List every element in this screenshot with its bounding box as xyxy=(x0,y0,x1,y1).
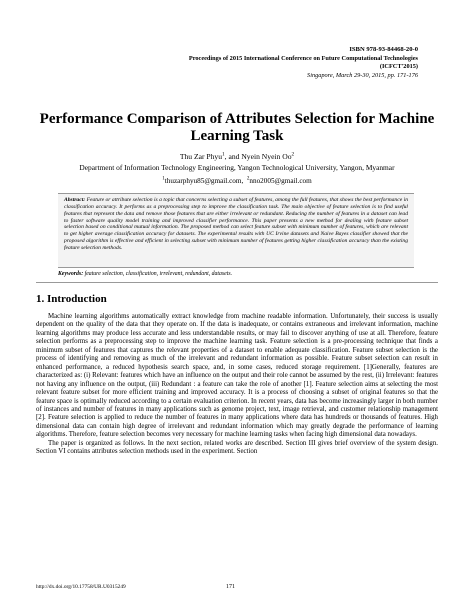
keywords xyxy=(58,271,414,277)
email-line: $^1$thuzarphyu85@gmail.com, $^2$nno2005@gmail.com xyxy=(162,176,312,185)
email-2-mark: 2 xyxy=(246,176,250,182)
email-2: nno2005@gmail.com xyxy=(249,177,312,185)
abstract xyxy=(64,197,408,252)
doi-link[interactable]: http://dx.doi.org/10.17758/UR.U0315249 xyxy=(36,584,126,590)
paragraph: Machine learning algorithms automatically extract knowledge from machine readable information. Unfortunately, their success is usually dependent on the quality of the data that they operate on. If the data is inadequate, or contains extraneous and irrelevant information, machine learning algorithms may produce less accurate and less understandable results, or may fail to discover anything of use at all. Therefore, feature selection performs as a preprocessing step to improve the machine learning task. Feature selection is a pre-processing technique that finds a minimum subset of features that captures the relevant properties of a dataset to enable adequate classification. Feature subset selection is the process of identifying and removing as much of the irrelevant and redundant information as possible. Feature subset selection can result in enhanced performance, a reduced hypothesis search space, and, in some cases, reduced storage requirement. [1]Generally, features are characterized as: (i) Relevant: features which have an influence on the output and their role cannot be assumed by the rest, (ii) Irrelevant: features not having any influence on the output, (iii) Redundant : a feature can take the role of another [1]. Feature selection aims at selecting the most relevant feature subset for more efficient training and improved accuracy. It is a process of choosing a subset of original features so that the feature space is optimally reduced according to a certain evaluation criterion. In recent years, data has become increasingly larger in both number of instances and number of features in many applications such as genome project, text, image retrieval, and customer relationship management [2]. Feature selection is applied to reduce the number of features in many applications where data has hundreds or thousands of features. High dimensional data can contain high degree of irrelevant and redundant information which may greatly degrade the performance of learning algorithms. Therefore, feature selection becomes very necessary for machine learning tasks when facing high dimensional data nowadays. xyxy=(36,313,438,439)
author-2-mark: 2 xyxy=(291,151,295,158)
email-1: thuzarphyu85@gmail.com xyxy=(164,177,242,185)
affiliation: Department of Information Technology Engineering, Yangon Technological University, Yangon, Myanmar xyxy=(79,163,395,172)
author-1-mark: 1 xyxy=(222,151,225,158)
abstract-label: Abstract: xyxy=(64,197,86,203)
divider xyxy=(36,282,438,283)
conference-acronym: (ICFCT'2015) xyxy=(379,63,418,70)
email-1-mark: 1 xyxy=(162,176,165,182)
keywords-text: feature selection, classification, irrelevant, redundant, datasets. xyxy=(84,271,233,277)
author-1: Thu Zar Phyu xyxy=(179,152,222,161)
section-heading: 1. Introduction xyxy=(36,293,107,305)
abstract-box xyxy=(58,193,414,268)
section-body xyxy=(36,313,438,457)
keywords-label: Keywords: xyxy=(58,271,84,277)
abstract-body: Feature or attribute selection is a topic that concerns selecting a subset of features, among the full features, that shows the best performance in classification accuracy. It performs as a preprocessing step to improve the classification task. The main objective of feature selection is to find useful features that represent the data and remove those features that are either irrelevant or redundant. Reducing the number of features in a dataset can lead to faster software quality model training and improved classifier performance. This paper presents a new method for dealing with feature subset selection based on conditional mutual information. The proposed method can select feature subset with minimum number of features, which are relevant to get higher average classification accuracy for datasets. The experimental results with UC Irvine datasets and Naive Bayes classifier showed that the proposed algorithm is effective and efficient in selecting subset with minimum number of features getting higher classification accuracy than the existing feature selection methods. xyxy=(64,197,408,251)
author-2: Nyein Nyein Oo xyxy=(241,152,292,161)
conference-location: Singapore, March 29-30, 2015, pp. 171-176 xyxy=(307,72,418,79)
paper-title: Performance Comparison of Attributes Selection for Machine Learning Task xyxy=(39,111,435,144)
isbn-line: ISBN 978-93-84468-20-0 xyxy=(349,46,418,53)
author-connector: , and xyxy=(224,152,242,161)
author-line xyxy=(30,152,444,161)
paragraph: The paper is organized as follows. In the next section, related works are described. Section III gives brief overview of the system design. Section VI contains attributes selection methods used in the experiment. Section xyxy=(36,439,438,456)
conference-name: Proceedings of 2015 International Conference on Future Computational Technologies xyxy=(188,55,418,62)
page-number: 171 xyxy=(226,584,235,590)
